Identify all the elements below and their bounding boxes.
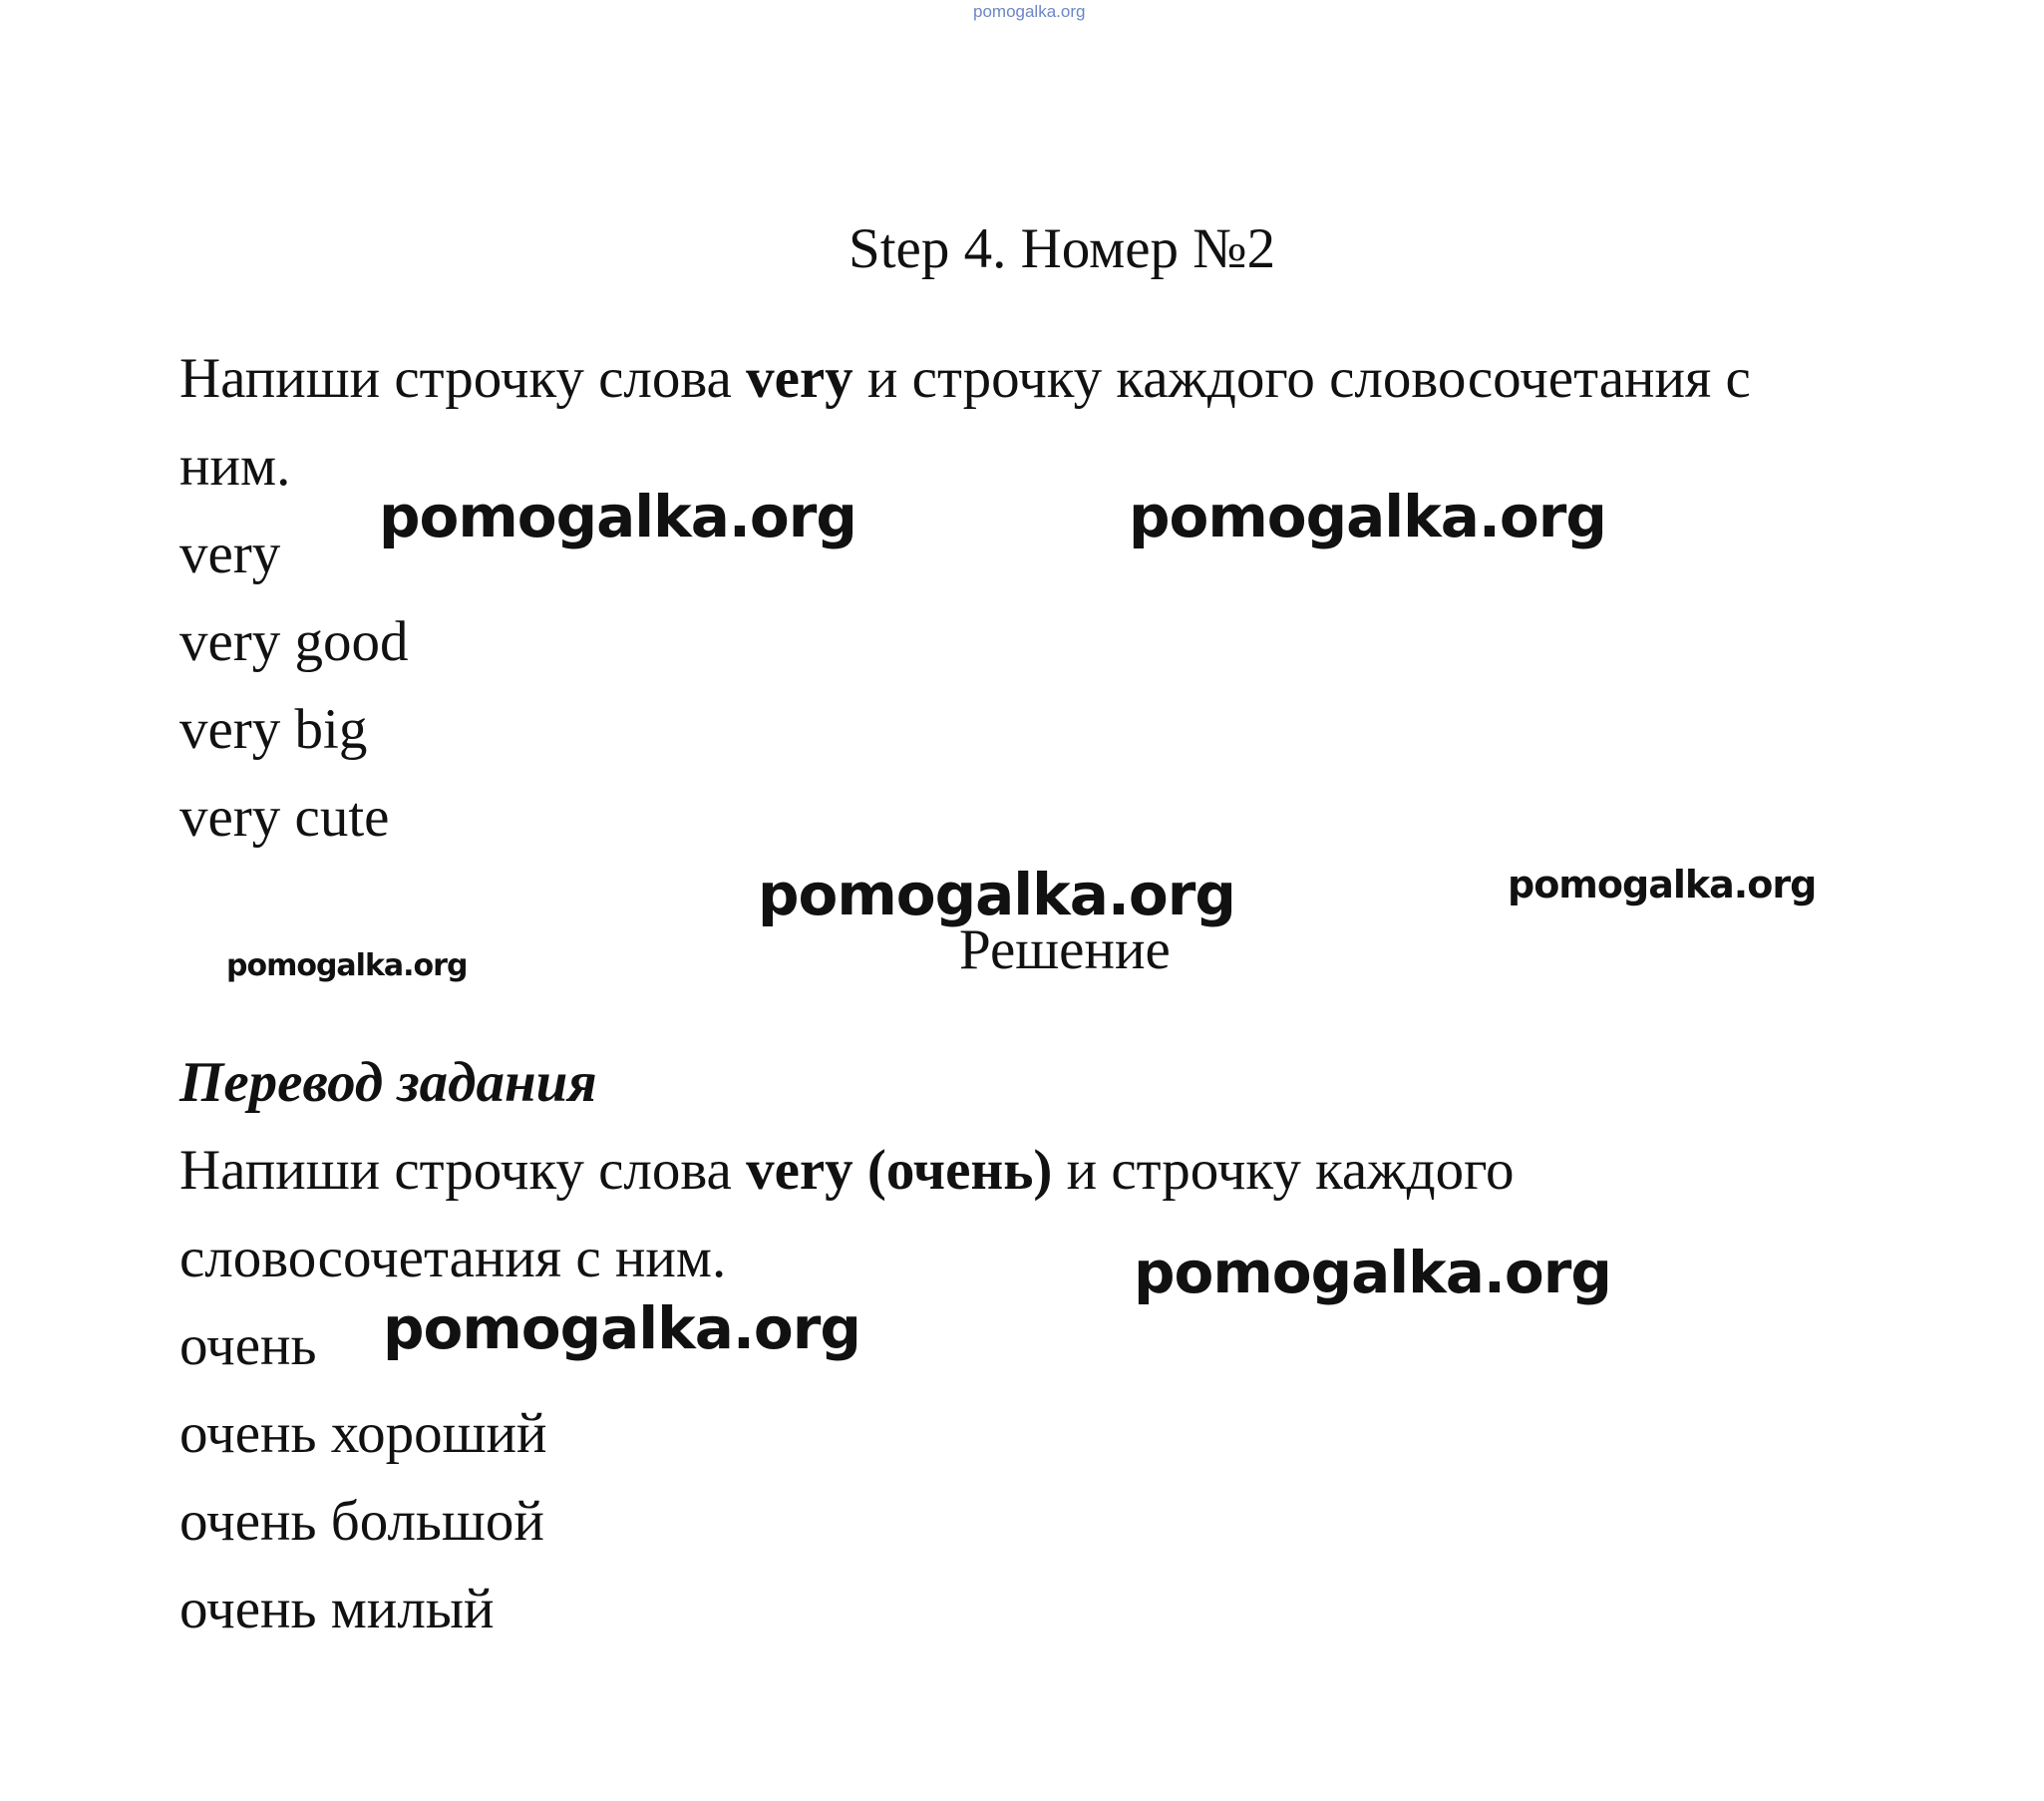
translation-keyword: very (очень) — [746, 1139, 1053, 1202]
watermark: pomogalka.org — [226, 948, 468, 983]
task-item: very good — [179, 610, 409, 673]
watermark: pomogalka.org — [1134, 1239, 1611, 1306]
task-item: very — [179, 523, 281, 585]
translation-line-1: Напиши строчку слова very (очень) и строчку каждого — [179, 1139, 1515, 1202]
translation-item: очень большой — [179, 1490, 544, 1553]
task-line-1: Напиши строчку слова very и строчку каждого словосочетания с — [179, 347, 1751, 410]
task-keyword: very — [746, 347, 853, 410]
translation-item: очень хороший — [179, 1402, 547, 1465]
task-item: very cute — [179, 786, 390, 849]
page-title: Step 4. Номер №2 — [849, 217, 1276, 280]
solution-label: Решение — [959, 918, 1171, 981]
translation-line-2: словосочетания с ним. — [179, 1227, 727, 1289]
watermark: pomogalka.org — [379, 483, 856, 550]
task-item: very big — [179, 698, 368, 761]
translation-heading: Перевод задания — [179, 1051, 597, 1114]
watermark: pomogalka.org — [1508, 863, 1817, 906]
translation-item: очень — [179, 1314, 317, 1377]
watermark: pomogalka.org — [383, 1294, 860, 1362]
translation-item: очень милый — [179, 1578, 495, 1640]
top-watermark: pomogalka.org — [973, 2, 1086, 21]
watermark: pomogalka.org — [758, 861, 1235, 928]
watermark: pomogalka.org — [1129, 483, 1606, 550]
task-line-2: ним. — [179, 435, 291, 498]
